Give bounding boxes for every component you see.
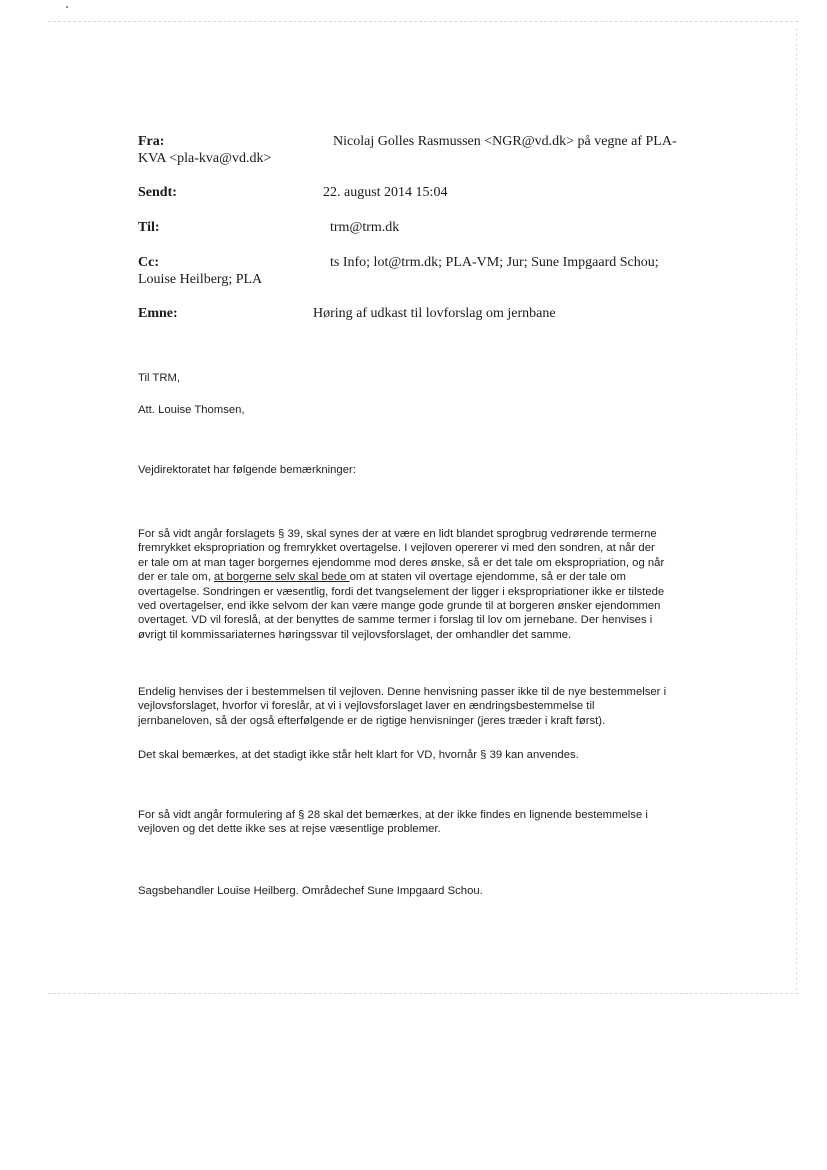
cc-value-line1: ts Info; lot@trm.dk; PLA-VM; Jur; Sune Impgaard Schou; — [330, 255, 659, 270]
paragraph-line: jernbaneloven, så der også efterfølgende er de rigtige henvisninger (jeres træder i kraft først). — [138, 714, 606, 727]
paragraph-note: Det skal bemærkes, at det stadigt ikke står helt klart for VD, hvornår § 39 kan anvendes. — [138, 749, 579, 761]
underlined-phrase: at borgerne selv skal bede — [213, 571, 350, 584]
paragraph-reference — [138, 685, 738, 728]
greeting: Til TRM, — [138, 372, 181, 384]
text-run: der er tale om, — [138, 571, 214, 584]
attention-line: Att. Louise Thomsen, — [138, 404, 245, 416]
page-border-top — [48, 21, 798, 22]
page-border-bottom — [48, 993, 798, 994]
subject-value: Høring af udkast til lovforslag om jernbane — [313, 306, 556, 321]
paragraph-line: øvrigt til kommissariaternes høringssvar til vejlovsforslaget, der omhandler det samme. — [138, 628, 572, 641]
paragraph-line: fremrykket ekspropriation og fremrykket overtagelse. I vejloven opererer vi med den sondren, at når der — [138, 542, 655, 555]
page-border-right — [796, 28, 797, 990]
cc-label: Cc: — [138, 255, 159, 270]
paragraph-line: overtaget. VD vil foreslå, at der benyttes de samme termer i forslag til lov om jernebane. Der henvises i — [138, 614, 653, 627]
from-value-line1: Nicolaj Golles Rasmussen <NGR@vd.dk> på vegne af PLA- — [333, 134, 677, 149]
paragraph-line: ved overtagelser, end ikke selvom der kan være mange gode grunde til at borgeren ønsker ejendommen — [138, 600, 661, 613]
subject-label: Emne: — [138, 306, 178, 321]
paragraph-line: vejloven og det dette ikke ses at rejse væsentlige problemer. — [138, 823, 441, 836]
paragraph-section-39 — [138, 527, 738, 642]
paragraph-line: er tale om at man tager borgernes ejendomme mod deres ønske, så er det tale om ekspropriation, og når — [138, 556, 665, 569]
cc-value-line2: Louise Heilberg; PLA — [138, 272, 263, 287]
intro-line: Vejdirektoratet har følgende bemærkninger: — [138, 464, 356, 476]
to-value: trm@trm.dk — [330, 220, 400, 235]
sent-value: 22. august 2014 15:04 — [323, 185, 448, 200]
paragraph-section-28 — [138, 808, 738, 837]
paragraph-line: Endelig henvises der i bestemmelsen til vejloven. Denne henvisning passer ikke til de nye bestemmelser i — [138, 686, 667, 698]
paragraph-line: For så vidt angår forslagets § 39, skal synes der at være en lidt blandet sprogbrug vedrørende termerne — [138, 528, 657, 540]
sent-label: Sendt: — [138, 185, 177, 200]
paragraph-line: For så vidt angår formulering af § 28 skal det bemærkes, at der ikke findes en lignende bestemmelse i — [138, 809, 648, 821]
to-label: Til: — [138, 220, 160, 235]
signature-line: Sagsbehandler Louise Heilberg. Områdechef Sune Impgaard Schou. — [138, 885, 483, 897]
text-run: om at staten vil overtage ejendomme, så er der tale om — [349, 571, 626, 584]
paragraph-line: vejlovsforslaget, hvorfor vi foreslår, at vi i vejlovsforslaget laver en ændringsbestemmelse til — [138, 700, 595, 713]
scan-speck — [66, 6, 68, 8]
paragraph-line — [138, 570, 738, 584]
from-label: Fra: — [138, 134, 165, 149]
paragraph-line: overtagelse. Sondringen er væsentlig, fordi det tvangselement der ligger i ekspropriationer ikke er tilstede — [138, 585, 665, 598]
from-value-line2: KVA <pla-kva@vd.dk> — [138, 151, 272, 166]
